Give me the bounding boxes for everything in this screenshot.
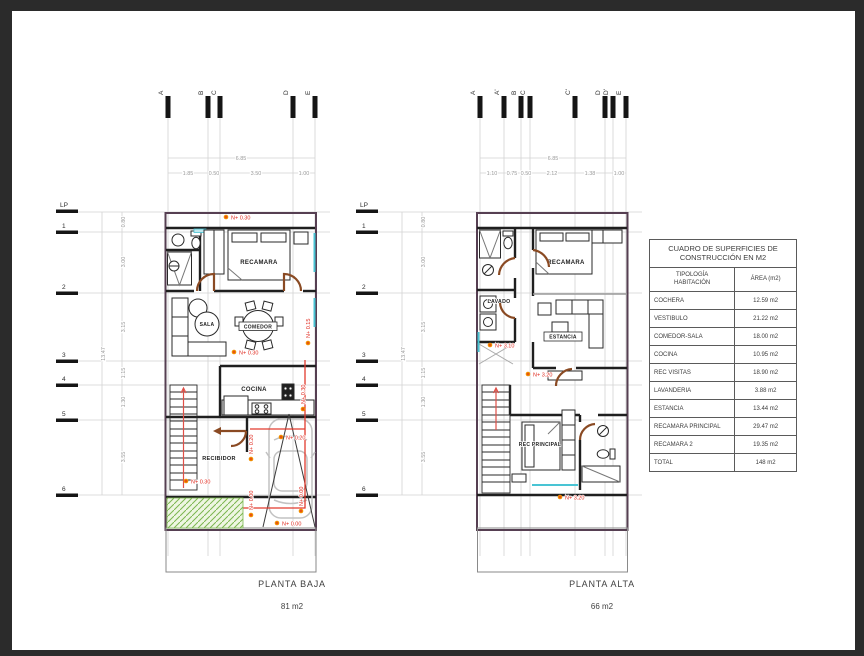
table-header-tipologia: TIPOLOGÍA HABITACIÓN bbox=[650, 267, 735, 292]
entry-arrow-icon bbox=[213, 427, 246, 435]
dim-row: 0.80 bbox=[121, 216, 127, 228]
grid-col-label: C' bbox=[565, 89, 572, 95]
dim-row-total: 13.47 bbox=[101, 347, 107, 361]
dim-total-baja: 6.85 bbox=[235, 156, 247, 162]
shower-icon bbox=[480, 230, 501, 258]
dim-seg: 1.38 bbox=[584, 171, 596, 177]
row-label: COCINA bbox=[650, 346, 735, 364]
table-row bbox=[650, 454, 797, 472]
grid-col-label: E bbox=[616, 90, 623, 95]
table-row bbox=[650, 364, 797, 382]
toilet-icon bbox=[504, 237, 512, 249]
room-label-sala: SALA bbox=[199, 322, 215, 328]
dim-seg: 0.75 bbox=[506, 171, 518, 177]
grid-column-markers-baja bbox=[158, 90, 318, 118]
room-label-lavado: LAVADO bbox=[487, 299, 511, 305]
dim-row: 3.55 bbox=[421, 451, 427, 463]
table-header-area: ÁREA (m2) bbox=[735, 267, 797, 292]
sink-icon bbox=[172, 234, 184, 246]
dim-seg: 0.50 bbox=[208, 171, 220, 177]
row-value: 3.88 m2 bbox=[735, 382, 797, 400]
toilet-icon bbox=[192, 237, 200, 249]
toilet-tank-icon bbox=[610, 449, 615, 459]
level-label: N+ 0.00 bbox=[249, 490, 255, 510]
grid-col-label: D bbox=[595, 90, 602, 95]
row-value: 18.00 m2 bbox=[735, 328, 797, 346]
table-row bbox=[650, 418, 797, 436]
room-label-cocina: COCINA bbox=[241, 387, 267, 393]
level-label: N+ 3.20 bbox=[565, 495, 585, 502]
row-label: COMEDOR-SALA bbox=[650, 328, 735, 346]
dim-seg: 3.50 bbox=[250, 171, 262, 177]
grid-col-label: B bbox=[198, 90, 205, 95]
dim-row: 1.15 bbox=[121, 367, 127, 379]
planta-alta bbox=[477, 213, 635, 611]
row-label: RECAMARA 2 bbox=[650, 436, 735, 454]
dim-row: 3.15 bbox=[121, 321, 127, 333]
plan-title-alta: PLANTA ALTA bbox=[569, 579, 635, 589]
car-icon bbox=[266, 419, 315, 518]
sofa-icon bbox=[556, 300, 603, 314]
row-value: 29.47 m2 bbox=[735, 418, 797, 436]
garden-hatch bbox=[167, 498, 243, 528]
row-value: 13.44 m2 bbox=[735, 400, 797, 418]
toilet-tank-icon bbox=[503, 231, 513, 236]
room-label-recibidor: RECIBIDOR bbox=[202, 456, 236, 462]
grid-row-label: 3 bbox=[62, 352, 66, 359]
level-label: N+ 0.00 bbox=[282, 521, 302, 528]
grid-col-label: C bbox=[211, 90, 218, 95]
grid-col-label: A' bbox=[494, 89, 501, 95]
grid-col-label: E bbox=[305, 90, 312, 95]
table-row bbox=[650, 382, 797, 400]
grid-col-label: D bbox=[283, 90, 290, 95]
table-row bbox=[650, 436, 797, 454]
row-value: 19.35 m2 bbox=[735, 436, 797, 454]
sidewalk bbox=[166, 528, 316, 572]
dim-row: 1.30 bbox=[421, 396, 427, 408]
dim-seg: 1.00 bbox=[298, 171, 310, 177]
grid-row-label-lp: LP bbox=[60, 202, 68, 209]
grid-col-label: A bbox=[470, 90, 477, 95]
dim-seg: 1.85 bbox=[182, 171, 194, 177]
coffee-table-icon bbox=[552, 322, 568, 332]
plan-area-baja: 81 m2 bbox=[280, 602, 304, 611]
door-arc-icon bbox=[231, 431, 246, 446]
stove-icon bbox=[252, 403, 271, 414]
tv-cabinet-icon bbox=[548, 371, 582, 380]
armchair-icon bbox=[538, 303, 551, 315]
dim-row: 3.00 bbox=[421, 256, 427, 268]
row-label: LAVANDERIA bbox=[650, 382, 735, 400]
grid-col-label: B bbox=[511, 90, 518, 95]
row-label: VESTIBULO bbox=[650, 310, 735, 328]
grid-row-label: 1 bbox=[362, 223, 366, 230]
sofa-icon bbox=[172, 298, 188, 356]
door-arc-icon bbox=[500, 303, 515, 318]
grid-row-label: 4 bbox=[362, 376, 366, 383]
table-row bbox=[650, 328, 797, 346]
room-label-comedor: COMEDOR bbox=[243, 324, 273, 331]
bench-icon bbox=[512, 474, 526, 482]
table-row bbox=[650, 292, 797, 310]
areas-table bbox=[649, 239, 797, 472]
dim-row: 3.55 bbox=[121, 451, 127, 463]
table-row bbox=[650, 310, 797, 328]
level-label: N+ 3.10 bbox=[495, 343, 515, 350]
table-row bbox=[650, 400, 797, 418]
grid-col-label: A bbox=[158, 90, 165, 95]
level-label: N+ 0.15 bbox=[306, 318, 312, 338]
row-value: 12.59 m2 bbox=[735, 292, 797, 310]
grid-column-markers-alta bbox=[470, 89, 629, 118]
dim-row: 0.80 bbox=[421, 216, 427, 228]
sofa-icon bbox=[188, 342, 226, 356]
dim-row: 3.00 bbox=[121, 256, 127, 268]
row-value: 10.95 m2 bbox=[735, 346, 797, 364]
stairs-icon bbox=[482, 385, 510, 493]
row-label: COCHERA bbox=[650, 292, 735, 310]
row-label: RECAMARA PRINCIPAL bbox=[650, 418, 735, 436]
grid-col-label: C bbox=[520, 90, 527, 95]
level-label: N+ 0.00 bbox=[299, 486, 305, 506]
dryer-icon bbox=[480, 314, 496, 330]
nightstand-icon bbox=[294, 232, 308, 244]
toilet-icon bbox=[597, 450, 609, 458]
grid-col-label: D' bbox=[603, 89, 610, 95]
dim-seg: 0.50 bbox=[520, 171, 532, 177]
table-title: CUADRO DE SUPERFICIES DE CONSTRUCCIÓN EN M2 bbox=[650, 240, 797, 268]
grid-row-label: 6 bbox=[362, 486, 366, 493]
row-value: 21.22 m2 bbox=[735, 310, 797, 328]
grid-row-label: 1 bbox=[62, 223, 66, 230]
level-label: N+ 0.20 bbox=[286, 435, 306, 442]
level-label: N+ 0.30 bbox=[231, 215, 251, 222]
planta-baja bbox=[166, 213, 326, 611]
level-label: N+ 0.20 bbox=[249, 434, 255, 454]
room-label-recamara2: RECAMARA bbox=[547, 260, 585, 266]
room-label-recamara: RECAMARA bbox=[240, 260, 278, 266]
sofa-icon bbox=[589, 314, 603, 348]
grid-row-label: 5 bbox=[362, 411, 366, 418]
grid-row-label: 5 bbox=[62, 411, 66, 418]
dim-seg: 1.10 bbox=[486, 171, 498, 177]
room-label-estancia: ESTANCIA bbox=[549, 334, 577, 341]
row-value: 18.90 m2 bbox=[735, 364, 797, 382]
dim-row: 1.30 bbox=[121, 396, 127, 408]
level-label: N+ 3.20 bbox=[533, 372, 553, 379]
dim-total-alta: 6.85 bbox=[547, 156, 559, 162]
grid-row-label: 2 bbox=[362, 284, 366, 291]
dim-row-total: 13.47 bbox=[401, 347, 407, 361]
level-label: N+ 0.30 bbox=[301, 384, 307, 404]
plan-title-baja: PLANTA BAJA bbox=[258, 579, 326, 589]
row-label: ESTANCIA bbox=[650, 400, 735, 418]
row-label: TOTAL bbox=[650, 454, 735, 472]
row-label: REC VISITAS bbox=[650, 364, 735, 382]
dim-seg: 1.00 bbox=[613, 171, 625, 177]
level-label: N+ 0.30 bbox=[191, 479, 211, 486]
grid-row-label-lp: LP bbox=[360, 202, 368, 209]
dim-seg: 2.12 bbox=[546, 171, 558, 177]
heater-icon bbox=[282, 384, 294, 400]
grid-row-label: 2 bbox=[62, 284, 66, 291]
dim-row: 1.15 bbox=[421, 367, 427, 379]
grid-row-label: 4 bbox=[62, 376, 66, 383]
table-row bbox=[650, 346, 797, 364]
grid-row-label: 6 bbox=[62, 486, 66, 493]
door-arc-icon bbox=[580, 424, 595, 440]
dim-row: 3.15 bbox=[421, 321, 427, 333]
level-label: N+ 0.30 bbox=[239, 350, 259, 357]
row-value: 148 m2 bbox=[735, 454, 797, 472]
fridge-icon bbox=[224, 396, 248, 415]
door-arc-icon bbox=[499, 258, 515, 275]
stairs-icon bbox=[170, 385, 197, 490]
grid-row-label: 3 bbox=[362, 352, 366, 359]
plan-area-alta: 66 m2 bbox=[590, 602, 614, 611]
room-label-rec-principal: REC PRINCIPAL bbox=[518, 442, 562, 448]
